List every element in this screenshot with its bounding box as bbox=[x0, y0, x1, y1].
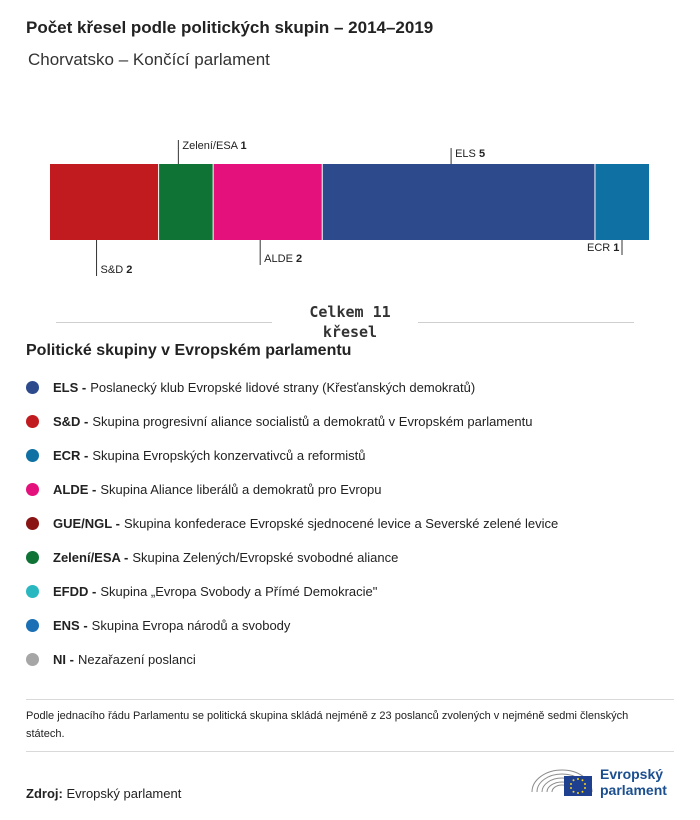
total-seats-label bbox=[300, 302, 400, 342]
legend-dot-icon bbox=[26, 619, 39, 632]
total-divider-right bbox=[418, 322, 634, 323]
legend-text: Poslanecký klub Evropské lidové strany (Křesťanských demokratů) bbox=[90, 379, 476, 395]
legend-item bbox=[26, 642, 558, 676]
source-label: Zdroj: bbox=[26, 786, 63, 801]
segment-label-4 bbox=[587, 242, 619, 254]
logo-line-1: Evropský bbox=[600, 766, 664, 782]
legend-text: Skupina Aliance liberálů a demokratů pro Evropu bbox=[100, 481, 382, 497]
legend-dot-icon bbox=[26, 517, 39, 530]
source-line bbox=[26, 786, 181, 801]
legend-abbr: S&D - bbox=[53, 413, 89, 429]
logo-line-2: parlament bbox=[600, 782, 667, 798]
legend-text: Skupina Evropa národů a svobody bbox=[91, 617, 291, 633]
footnote: Podle jednacího řádu Parlamentu se politická skupina skládá nejméně z 23 poslanců zvolených v nejméně sedmi členských státech. bbox=[26, 710, 629, 740]
page-subtitle: Chorvatsko – Končící parlament bbox=[28, 50, 270, 69]
legend-abbr: ALDE - bbox=[53, 481, 97, 497]
segment-seats-2: 2 bbox=[295, 253, 303, 265]
legend-text: Skupina Zelených/Evropské svobodné aliance bbox=[132, 549, 399, 565]
legend-abbr: ELS - bbox=[53, 379, 87, 395]
legend-list bbox=[26, 370, 558, 676]
legend-dot-icon bbox=[26, 449, 39, 462]
legend-item bbox=[26, 472, 558, 506]
segment-seats-1: 1 bbox=[240, 140, 247, 152]
segment-seats-4: 1 bbox=[613, 242, 620, 254]
note-divider-top bbox=[26, 699, 674, 700]
segment-abbr-0: S&D bbox=[100, 264, 127, 276]
legend-dot-icon bbox=[26, 415, 39, 428]
legend-dot-icon bbox=[26, 551, 39, 564]
legend-abbr: Zelení/ESA - bbox=[53, 549, 129, 565]
legend-abbr: ECR - bbox=[53, 447, 89, 463]
bar-segment-1 bbox=[159, 164, 213, 240]
segment-seats-3: 5 bbox=[478, 148, 486, 160]
segment-label-3 bbox=[455, 148, 485, 160]
segment-abbr-4: ECR bbox=[587, 242, 614, 254]
bar-segment-2 bbox=[214, 164, 322, 240]
legend-item bbox=[26, 370, 558, 404]
segment-abbr-1: Zelení/ESA bbox=[182, 140, 241, 152]
legend-item bbox=[26, 404, 558, 438]
legend-dot-icon bbox=[26, 483, 39, 496]
source-value: Evropský parlament bbox=[66, 786, 182, 801]
segment-label-1 bbox=[182, 140, 246, 152]
bar-segment-4 bbox=[595, 164, 649, 240]
legend-text: Skupina konfederace Evropské sjednocené levice a Severské zelené levice bbox=[123, 515, 559, 531]
page-title: Počet křesel podle politických skupin – 2014–2019 bbox=[26, 18, 434, 37]
segment-label-0 bbox=[101, 264, 133, 276]
segment-label-2 bbox=[264, 253, 302, 265]
seat-bar-chart bbox=[0, 130, 700, 290]
bar-segment-0 bbox=[50, 164, 158, 240]
legend-text: Nezařazení poslanci bbox=[77, 651, 196, 667]
legend-item bbox=[26, 506, 558, 540]
legend-abbr: ENS - bbox=[53, 617, 88, 633]
segment-seats-0: 2 bbox=[126, 264, 133, 276]
note-divider-bottom bbox=[26, 751, 674, 752]
segment-abbr-2: ALDE bbox=[264, 253, 296, 265]
legend-abbr: NI - bbox=[53, 651, 74, 667]
total-seats-unit: křesel bbox=[322, 323, 378, 341]
legend-item bbox=[26, 438, 558, 472]
legend-title: Politické skupiny v Evropském parlamentu bbox=[26, 342, 352, 359]
total-seats-count: Celkem 11 bbox=[309, 303, 391, 321]
legend-abbr: EFDD - bbox=[53, 583, 97, 599]
parliament-logo-text bbox=[600, 766, 667, 798]
legend-abbr: GUE/NGL - bbox=[53, 515, 120, 531]
segment-abbr-3: ELS bbox=[455, 148, 479, 160]
legend-item bbox=[26, 574, 558, 608]
legend-dot-icon bbox=[26, 381, 39, 394]
legend-text: Skupina progresivní aliance socialistů a demokratů v Evropském parlamentu bbox=[92, 413, 533, 429]
legend-dot-icon bbox=[26, 585, 39, 598]
legend-item bbox=[26, 608, 558, 642]
legend-text: Skupina „Evropa Svobody a Přímé Demokracie" bbox=[100, 583, 378, 599]
legend-item bbox=[26, 540, 558, 574]
legend-dot-icon bbox=[26, 653, 39, 666]
bar-segment-3 bbox=[323, 164, 595, 240]
legend-text: Skupina Evropských konzervativců a reformistů bbox=[92, 447, 366, 463]
total-divider-left bbox=[56, 322, 272, 323]
